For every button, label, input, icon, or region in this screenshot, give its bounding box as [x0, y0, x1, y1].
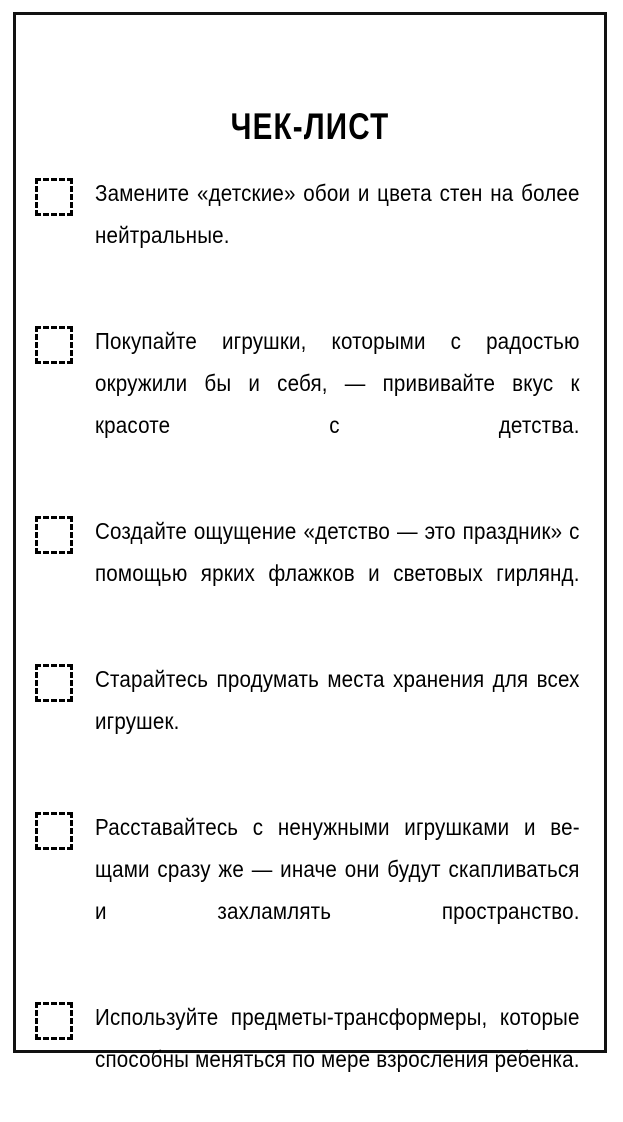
list-item-label: Покупайте игрушки, которыми с радостью окружили бы и себя, — прививайте вкус к красоте с детства.: [95, 328, 580, 438]
list-item-label: Расставайтесь с ненужными игрушками и вещами сразу же — иначе они будут скапливаться и захламлять пространство.: [95, 814, 580, 924]
checkbox-icon[interactable]: [35, 812, 73, 850]
list-item[interactable]: [35, 996, 580, 1122]
list-item-label: Создайте ощущение «детство — это праздник» с помощью ярких флажков и световых гирлянд.: [95, 518, 580, 586]
checklist: [35, 172, 580, 1122]
page-title: ЧЕК-ЛИСТ: [230, 105, 390, 147]
list-item[interactable]: [35, 320, 580, 488]
list-item-label: Используйте предметы-трансформеры, которые способны меняться по мере взросления ребенка.: [95, 1004, 580, 1072]
list-item-label: Замените «детские» обои и цвета стен на более нейтральные.: [95, 180, 580, 248]
checkbox-icon[interactable]: [35, 664, 73, 702]
checkbox-icon[interactable]: [35, 178, 73, 216]
list-item[interactable]: [35, 510, 580, 636]
list-item[interactable]: [35, 658, 580, 784]
list-item[interactable]: [35, 806, 580, 974]
checkbox-icon[interactable]: [35, 516, 73, 554]
checkbox-icon[interactable]: [35, 1002, 73, 1040]
list-item[interactable]: [35, 172, 580, 298]
list-item-label: Старайтесь продумать места хранения для всех игрушек.: [95, 666, 580, 734]
checkbox-icon[interactable]: [35, 326, 73, 364]
